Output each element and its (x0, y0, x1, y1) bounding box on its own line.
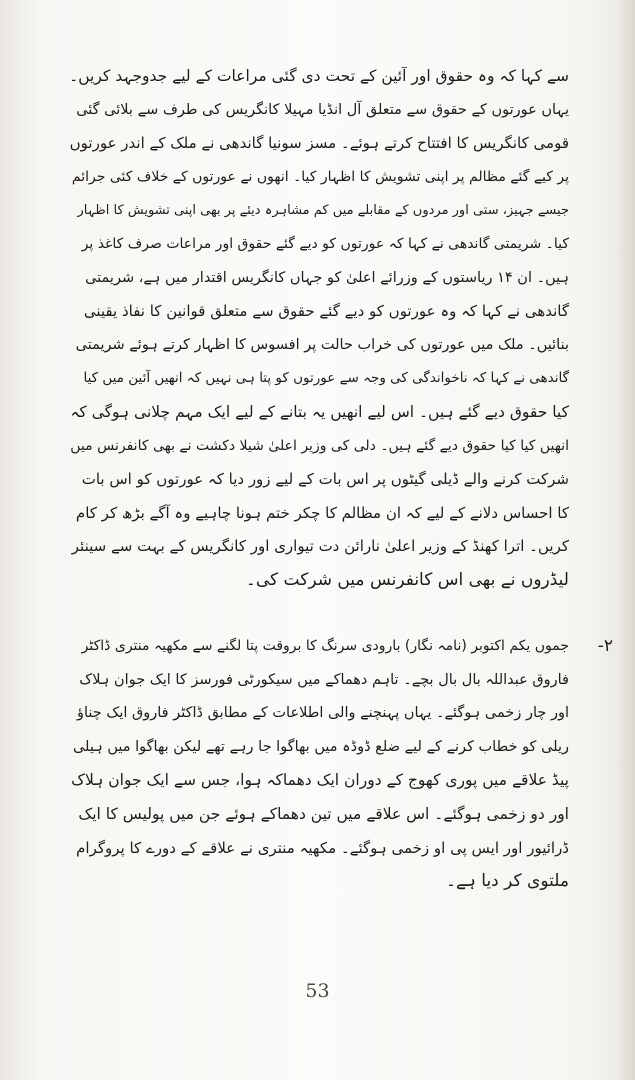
text-line: یہاں عورتوں کے حقوق سے متعلق آل انڈیا مہیلا کانگریس کی طرف سے بلائی گئی (76, 101, 569, 118)
text-line: کا احساس دلانے کے لیے کہ ان مظالم کا چکر ختم ہونا چاہیے وہ آگے بڑھ کر کام (75, 503, 569, 522)
text-line: فاروق عبداللہ بال بال بچے۔ تاہم دھماکے میں سیکورٹی فورسز کا ایک جوان ہلاک (79, 671, 569, 688)
text-line: ہیں۔ ان ۱۴ ریاستوں کے وزرائے اعلیٰ کو جہاں کانگریس اقتدار میں ہے، شریمتی (85, 269, 569, 286)
text-line: پر کیے گئے مظالم پر اپنی تشویش کا اظہار کیا۔ انھوں نے عورتوں کے خلاف کئی جرائم (71, 168, 569, 185)
item-number: ۲- (597, 636, 613, 656)
text-line: سے کہا کہ وہ حقوق اور آئین کے تحت دی گئی مراعات کے لیے جدوجہد کریں۔ (69, 67, 569, 85)
paragraph-2 (69, 630, 569, 899)
text-line: قومی کانگریس کا افتتاح کرتے ہوئے۔ مسز سونیا گاندھی نے ملک کے اندر عورتوں (69, 134, 569, 153)
text-line: ریلی کو خطاب کرنے کے لیے ضلع ڈوڈہ میں بھاگوا جا رہے تھے لیکن بھاگوا میں ہیلی (72, 738, 569, 755)
text-line: کریں۔ اترا کھنڈ کے وزیر اعلیٰ نارائن دت تیواری اور کانگریس کے بہت سے سینئر (71, 537, 569, 556)
paragraph-1 (69, 60, 569, 598)
text-line: گاندھی نے کہا کہ وہ عورتوں کو دیے گئے حقوق سے متعلق قوانین کا نفاذ یقینی (83, 302, 569, 321)
text-line: اور دو زخمی ہوگئے۔ اس علاقے میں تین دھماکے ہوئے جن میں پولیس کا ایک (78, 804, 569, 823)
text-line: کیا حقوق دیے گئے ہیں۔ اس لیے انھیں یہ بتانے کے لیے ایک مہم چلانی ہوگی کہ (70, 402, 569, 421)
text-line: شرکت کرنے والے ڈیلی گیٹوں پر اس بات کے لیے زور دیا کہ عورتوں کو اس بات (81, 470, 569, 489)
text-line: ڈرائیور اور ایس پی او زخمی ہوگئے۔ مکھیہ منتری نے علاقے کے دورے کا پروگرام (76, 838, 569, 857)
page-edge-shadow (617, 0, 635, 1080)
text-line: کیا۔ شریمتی گاندھی نے کہا کہ عورتوں کو دیے گئے حقوق اور مراعات صرف کاغذ پر (81, 235, 569, 252)
text-line: اور چار زخمی ہوگئے۔ یہاں پہنچنے والی اطلاعات کے مطابق ڈاکٹر فاروق ایک چناؤ (76, 705, 569, 722)
text-line: گاندھی نے کہا کہ ناخواندگی کی وجہ سے عورتوں کو پتا ہی نہیں کہ انھیں آئین میں کیا (83, 370, 569, 387)
page-number: 53 (305, 980, 330, 1002)
text-line: پیڈ علاقے میں پوری کھوج کے دوران ایک دھماکہ ہوا، جس سے ایک جوان ہلاک (71, 771, 569, 790)
text-line: جیسے جہیز، ستی اور مردوں کے مقابلے میں کم مشاہرہ دیئے پر بھی اپنی تشویش کا اظہار (77, 203, 569, 219)
text-line: لیڈروں نے بھی اس کانفرنس میں شرکت کی۔ (245, 569, 569, 590)
text-line: ملتوی کر دیا ہے۔ (445, 871, 569, 892)
text-line: جموں یکم اکتوبر (نامہ نگار) بارودی سرنگ کا بروقت پتا لگنے سے مکھیہ منتری ڈاکٹر (81, 638, 569, 654)
text-line: بنائیں۔ ملک میں عورتوں کی خراب حالت پر افسوس کا اظہار کرتے ہوئے شریمتی (75, 336, 569, 353)
text-line: انھیں کیا کیا حقوق دیے گئے ہیں۔ دلی کی وزیر اعلیٰ شیلا دکشت نے بھی کانفرنس میں (70, 437, 569, 454)
